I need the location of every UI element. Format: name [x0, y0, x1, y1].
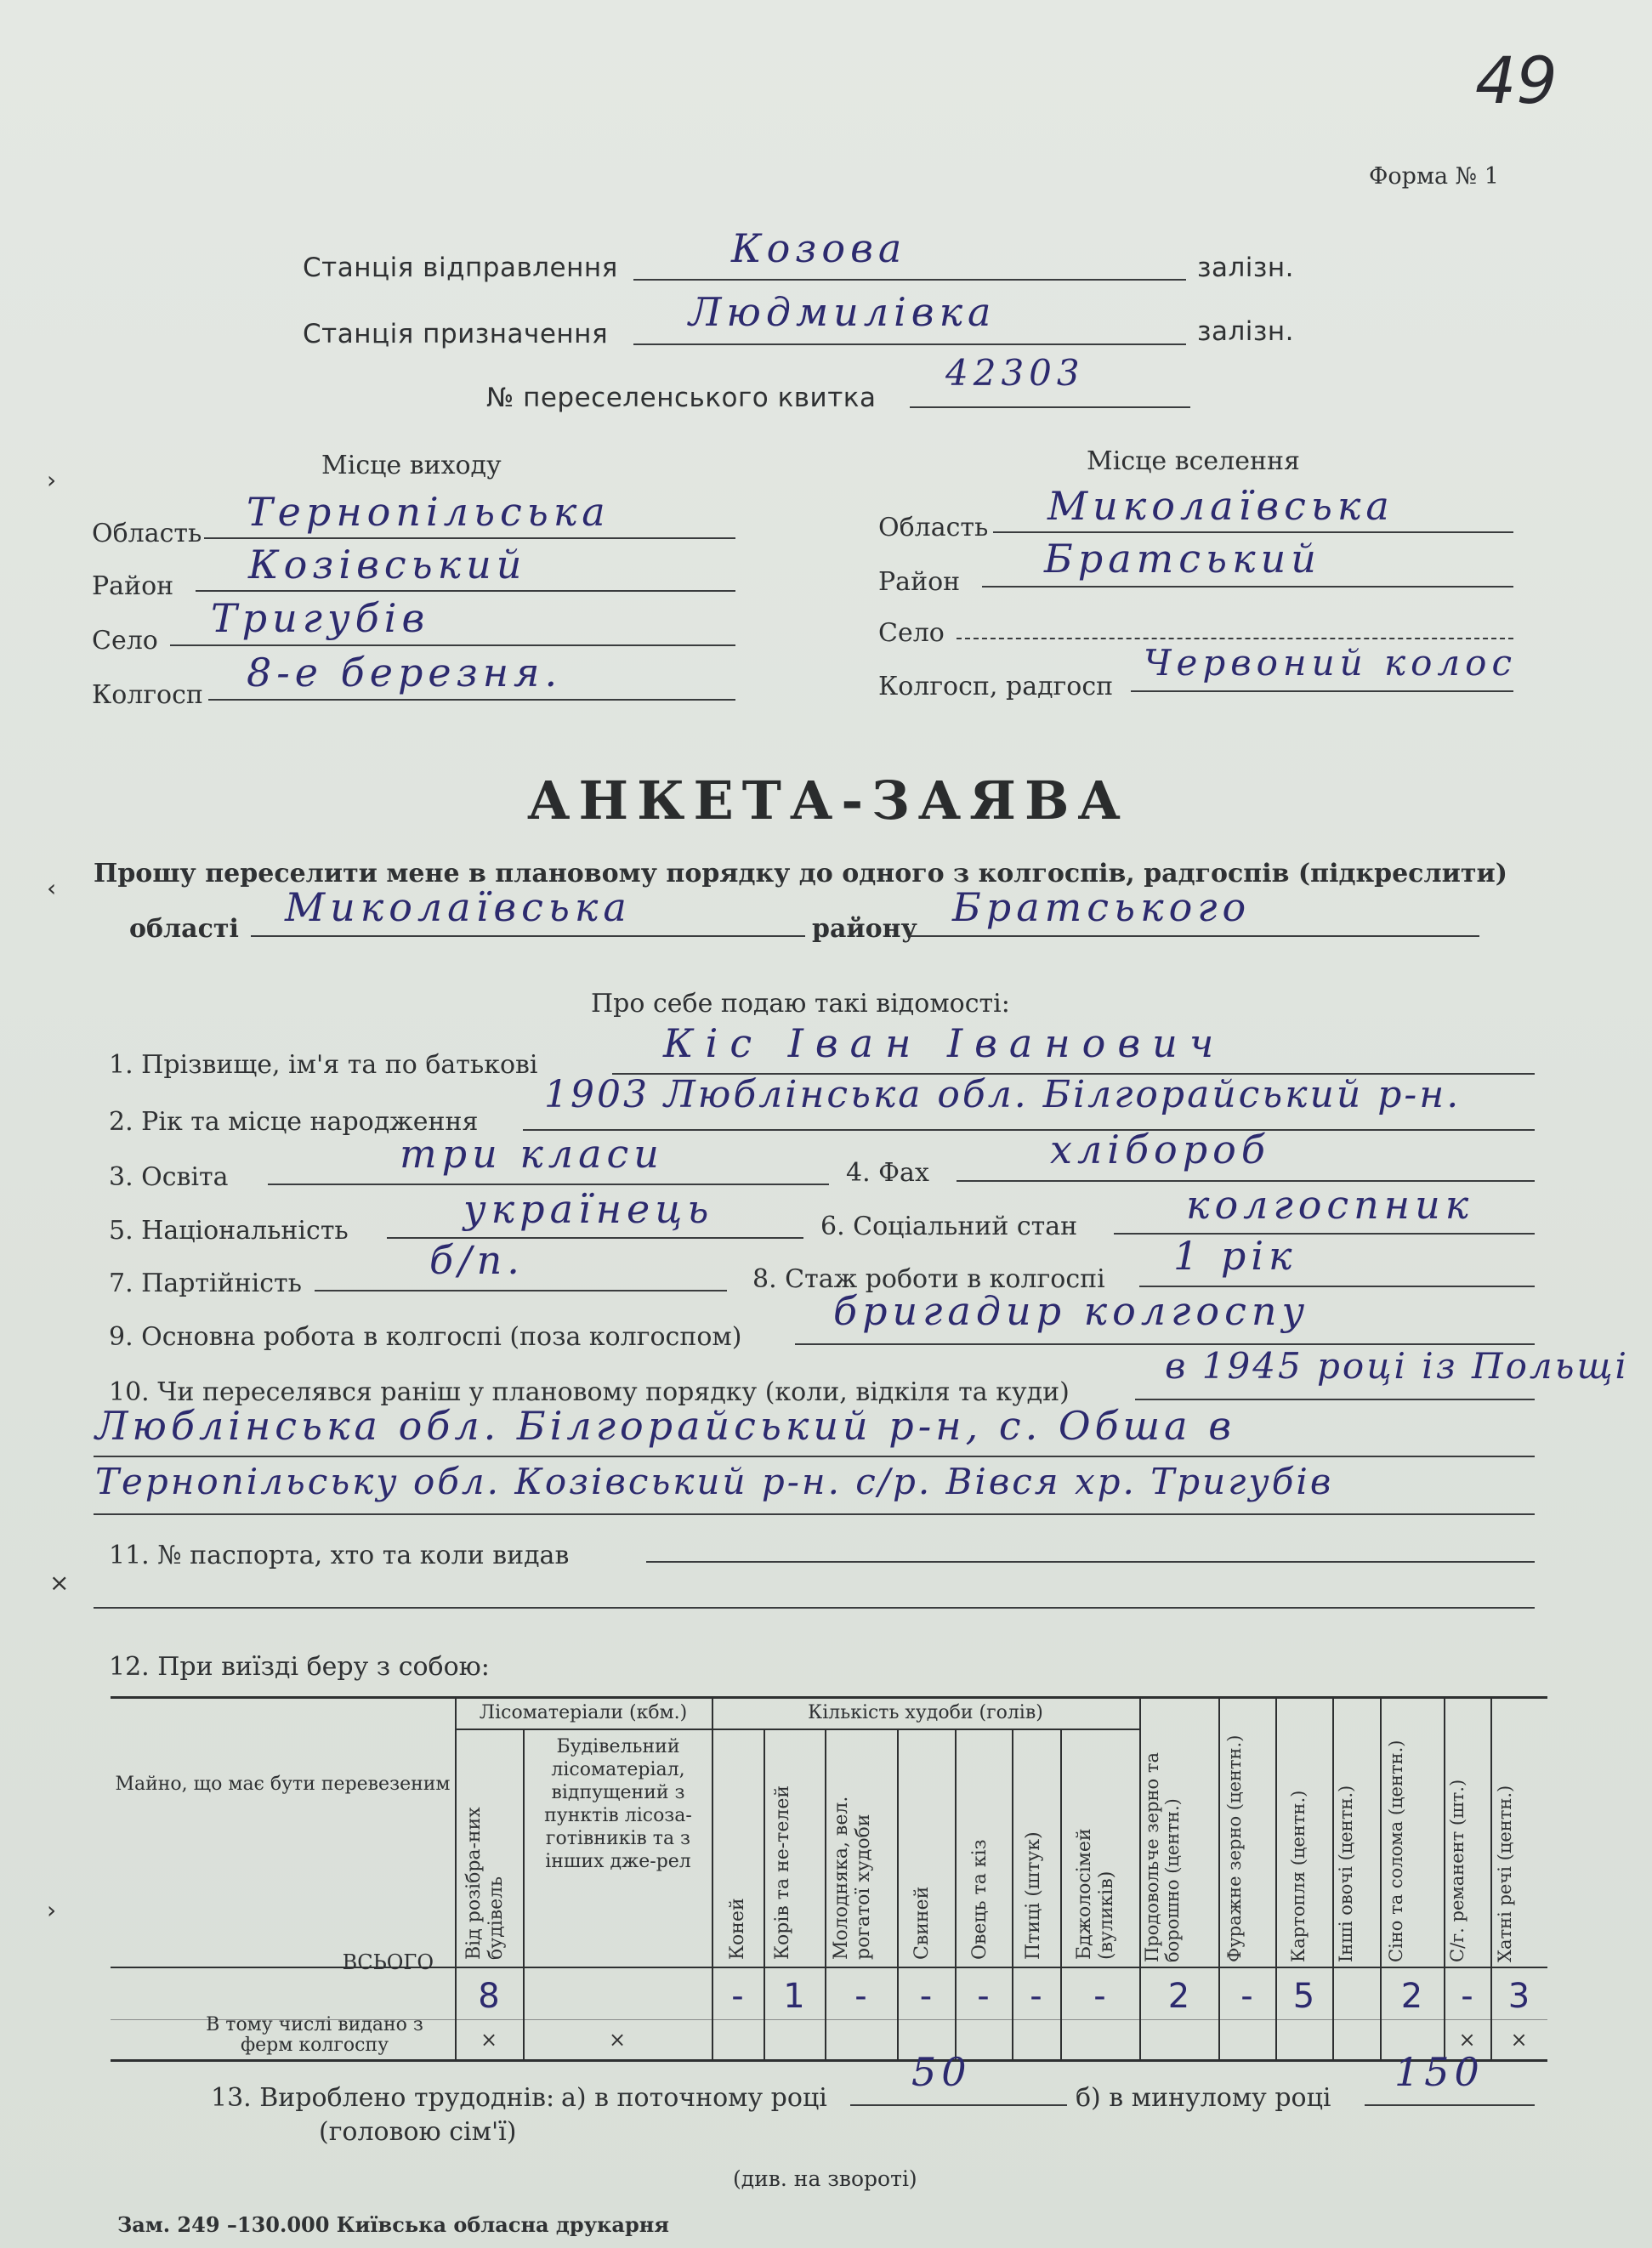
field-3-label: 3. Освіта	[109, 1162, 229, 1192]
destination-selo-label: Село	[878, 618, 945, 648]
col-timber-material: Будівельний лісоматеріал, відпущений з пунктів лісоза-готівників та з інших дже-рел	[544, 1736, 692, 1872]
intro-text: Про себе подаю такі відомості:	[591, 989, 1010, 1019]
col-horses: Коней	[727, 1898, 748, 1960]
field-6-value: колгоспник	[1186, 1182, 1474, 1228]
field-8-label: 8. Стаж роботи в колгоспі	[752, 1264, 1105, 1294]
destination-oblast-value: Миколаївська	[1047, 483, 1394, 529]
field-7-value: б/п.	[429, 1237, 525, 1283]
departure-station-value: Козова	[731, 225, 907, 271]
cross-mark: ×	[608, 2028, 627, 2052]
total-value-cell: 5	[1292, 1977, 1315, 2016]
workdays-sub-label: (головою сім'ї)	[319, 2117, 517, 2147]
col-vegetables: Інші овочі (центн.)	[1336, 1785, 1356, 1962]
col-forage: Фуражне зерно (центн.)	[1224, 1734, 1245, 1962]
field-11-label: 11. № паспорта, хто та коли видав	[109, 1541, 570, 1570]
col-young-cattle: Молодняка, вел. рогатої худоби	[831, 1796, 874, 1960]
col-sheep: Овець та кіз	[969, 1839, 991, 1960]
ticket-number-value: 42303	[945, 352, 1085, 394]
col-grain: Продовольче зерно та борошно (центн.)	[1142, 1752, 1183, 1962]
col-cows: Корів та не-телей	[772, 1785, 793, 1960]
total-value-cell: -	[919, 1977, 933, 2016]
workdays-label: 13. Вироблено трудоднів:	[211, 2083, 555, 2113]
request-oblast-value: Миколаївська	[285, 884, 632, 930]
field-3-value: три класи	[400, 1131, 664, 1177]
field-10-value-3: Тернопільську обл. Козівський р-н. с/р. Вівся хр. Тригубів	[95, 1461, 1334, 1502]
margin-mark: ›	[47, 1896, 57, 1924]
origin-raion-value: Козівський	[248, 542, 527, 588]
cross-mark: ×	[480, 2028, 498, 2052]
livestock-group-header: Кількість худоби (голів)	[808, 1702, 1043, 1723]
col-birds: Птиці (штук)	[1023, 1831, 1044, 1960]
total-value-cell: -	[854, 1977, 867, 2016]
total-value-cell: 3	[1507, 1977, 1530, 2016]
margin-mark: ×	[49, 1569, 70, 1597]
origin-kolhosp-label: Колгосп	[92, 680, 203, 710]
field-9-label: 9. Основна робота в колгоспі (поза колгоспом)	[109, 1322, 742, 1352]
total-value-cell: 1	[783, 1977, 805, 2016]
departure-station-suffix: залізн.	[1197, 253, 1295, 283]
destination-kolhosp-label: Колгосп, радгосп	[878, 672, 1114, 701]
field-10-label: 10. Чи переселявся раніш у плановому порядку (коли, відкіля та куди)	[109, 1377, 1070, 1407]
request-raion-value: Братського	[952, 884, 1252, 930]
margin-mark: ‹	[47, 874, 57, 902]
field-5-value: українець	[463, 1186, 714, 1232]
document-title: АНКЕТА-ЗАЯВА	[527, 769, 1129, 832]
property-table	[111, 1696, 1547, 2062]
workdays-current-label: а) в поточному році	[561, 2083, 827, 2113]
total-value-cell: -	[1461, 1977, 1473, 2016]
workdays-previous-label: б) в минулому році	[1076, 2083, 1331, 2113]
field-6-label: 6. Соціальний стан	[820, 1212, 1078, 1241]
row-total-label: ВСЬОГО	[342, 1950, 434, 1974]
cross-mark: ×	[1510, 2028, 1528, 2052]
request-raion-label: району	[812, 914, 917, 944]
printer-imprint: Зам. 249 –130.000 Київська обласна друкарня	[117, 2212, 670, 2237]
request-text: Прошу переселити мене в плановому порядку до одного з колгоспів, радгоспів (підкреслити)	[94, 859, 1507, 888]
destination-kolhosp-value: Червоний колос	[1144, 642, 1517, 684]
origin-selo-value: Тригубів	[211, 595, 430, 641]
field-2-value: 1903 Люблінська обл. Білгорайський р-н.	[544, 1073, 1462, 1116]
workdays-current-value: 50	[911, 2049, 972, 2095]
field-4-value: хлібороб	[1050, 1127, 1270, 1172]
origin-oblast-value: Тернопільська	[247, 489, 610, 535]
col-timber-buildings: Від розібра-них будівель	[463, 1807, 507, 1960]
col-property-header: Майно, що має бути перевезеним	[115, 1774, 451, 1795]
field-4-label: 4. Фах	[846, 1158, 929, 1188]
total-value-cell: -	[977, 1977, 990, 2016]
total-value-cell: 2	[1400, 1977, 1423, 2016]
destination-heading: Місце вселення	[1087, 446, 1300, 476]
field-10-value-1: в 1945 році із Польщі	[1165, 1345, 1629, 1387]
field-12-label: 12. При виїзді беру з собою:	[109, 1652, 490, 1682]
total-value-cell: -	[1030, 1977, 1042, 2016]
field-10-value-2: Люблінська обл. Білгорайський р-н, с. Обша в	[95, 1403, 1236, 1449]
see-reverse-note: (див. на звороті)	[733, 2166, 917, 2191]
workdays-previous-value: 150	[1394, 2049, 1485, 2095]
origin-raion-label: Район	[92, 571, 174, 601]
col-hay: Сіно та солома (центн.)	[1386, 1740, 1406, 1962]
destination-station-value: Людмилівка	[689, 289, 996, 335]
ticket-number-label: № переселенського квитка	[486, 383, 877, 413]
field-7-label: 7. Партійність	[109, 1269, 302, 1298]
field-1-value: Кіс Іван Іванович	[663, 1020, 1226, 1066]
field-8-value: 1 рік	[1173, 1233, 1297, 1279]
col-equipment: С/г. реманент (шт.)	[1447, 1779, 1467, 1962]
destination-raion-label: Район	[878, 567, 961, 597]
total-value-cell: 2	[1167, 1977, 1190, 2016]
destination-raion-value: Братський	[1044, 536, 1321, 582]
total-value-cell: -	[1093, 1977, 1106, 2016]
form-number: Форма № 1	[1369, 163, 1499, 190]
origin-oblast-label: Область	[92, 519, 202, 548]
row-kolhosp-label: В тому числі видано з ферм колгоспу	[206, 2014, 423, 2056]
request-oblast-label: області	[129, 914, 239, 944]
total-value-cell: -	[731, 1977, 744, 2016]
col-household: Хатні речі (центн.)	[1495, 1785, 1515, 1962]
field-2-label: 2. Рік та місце народження	[109, 1107, 479, 1137]
origin-selo-label: Село	[92, 626, 158, 656]
col-pigs: Свиней	[911, 1886, 933, 1960]
margin-mark: ›	[47, 466, 57, 494]
total-value-cell: -	[1240, 1977, 1253, 2016]
total-value-cell: 8	[478, 1977, 500, 2016]
destination-station-label: Станція призначення	[303, 319, 609, 349]
departure-station-label: Станція відправлення	[303, 253, 618, 283]
field-1-label: 1. Прізвище, ім'я та по батькові	[109, 1050, 538, 1080]
field-5-label: 5. Національність	[109, 1216, 349, 1246]
timber-group-header: Лісоматеріали (кбм.)	[479, 1702, 688, 1723]
page-number: 49	[1475, 43, 1558, 118]
field-9-value: бригадир колгоспу	[833, 1288, 1310, 1334]
destination-oblast-label: Область	[878, 513, 989, 542]
origin-heading: Місце виходу	[321, 451, 502, 480]
col-potato: Картопля (центн.)	[1288, 1790, 1309, 1962]
cross-mark: ×	[1458, 2028, 1476, 2052]
col-bees: Бджолосімей (вуликів)	[1074, 1828, 1117, 1960]
origin-kolhosp-value: 8-е березня.	[247, 650, 563, 695]
destination-station-suffix: залізн.	[1197, 316, 1295, 347]
